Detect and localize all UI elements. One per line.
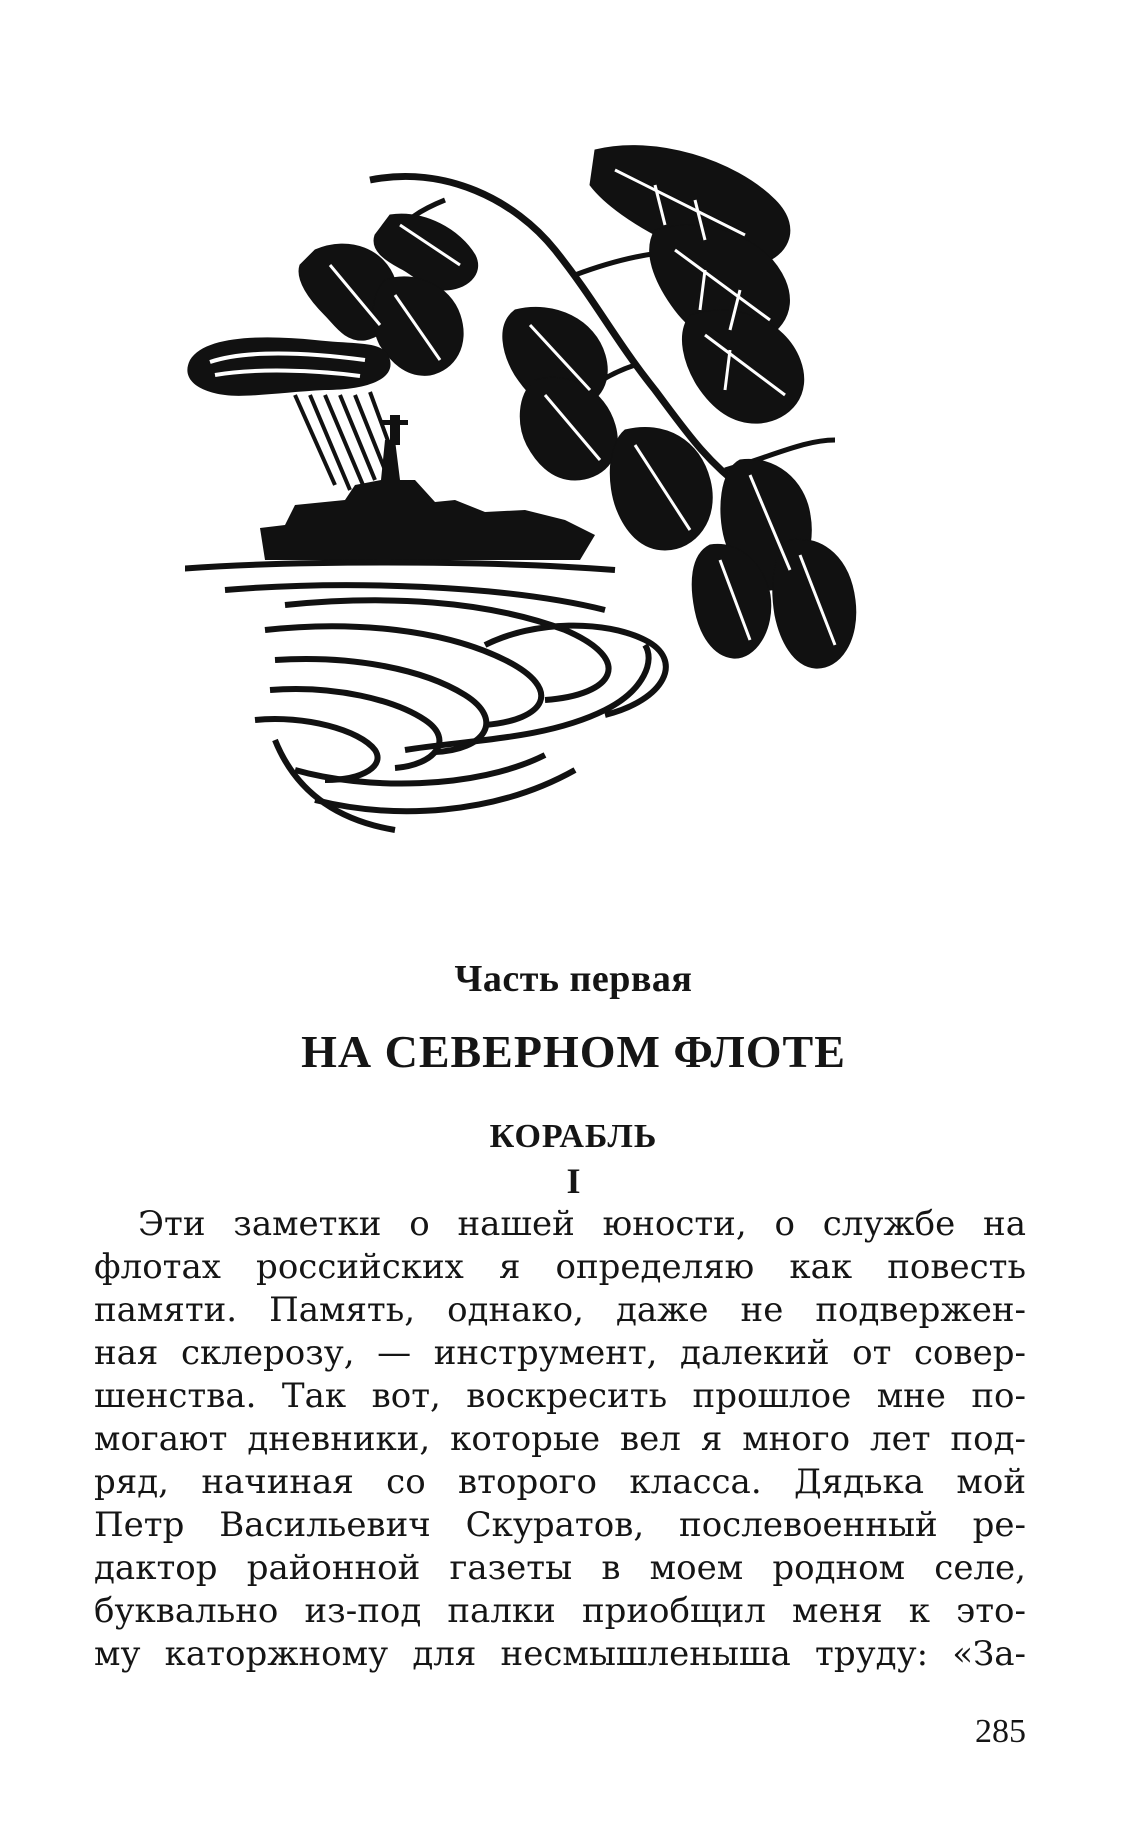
body-paragraph [94, 1203, 1026, 1676]
text-line: ряд, начиная со второго класса. Дядька мой [94, 1462, 1026, 1502]
woodcut-illustration [185, 140, 945, 920]
leaf [682, 310, 803, 423]
page-number: 285 [975, 1713, 1026, 1750]
text-line: флотах российских я определяю как повесть [94, 1247, 1026, 1287]
cloud [187, 337, 390, 395]
text-line: буквально из-под палки приобщил меня к это- [94, 1591, 1026, 1631]
text-line: Петр Васильевич Скуратов, послевоенный ре- [94, 1505, 1026, 1545]
text-line: дактор районной газеты в моем родном селе, [94, 1548, 1026, 1588]
leaf [520, 377, 617, 480]
text-line: му каторжному для несмышленыша труду: «За- [94, 1634, 1026, 1674]
part-title: НА СЕВЕРНОМ ФЛОТЕ [301, 1026, 846, 1077]
text-line: памяти. Память, однако, даже не подвержен- [94, 1290, 1026, 1330]
text-line: могают дневники, которые вел я много лет под- [94, 1419, 1026, 1459]
text-line: ная склерозу, — инструмент, далекий от совер- [94, 1333, 1026, 1373]
part-label: Часть первая [454, 958, 693, 1000]
text-line: шенства. Так вот, воскресить прошлое мне по- [94, 1376, 1026, 1416]
waves [185, 563, 666, 831]
section-number: I [566, 1161, 581, 1201]
rain [295, 392, 395, 490]
chapter-title: КОРАБЛЬ [489, 1118, 658, 1155]
text-line: Эти заметки о нашей юности, о службе на [138, 1204, 1026, 1244]
